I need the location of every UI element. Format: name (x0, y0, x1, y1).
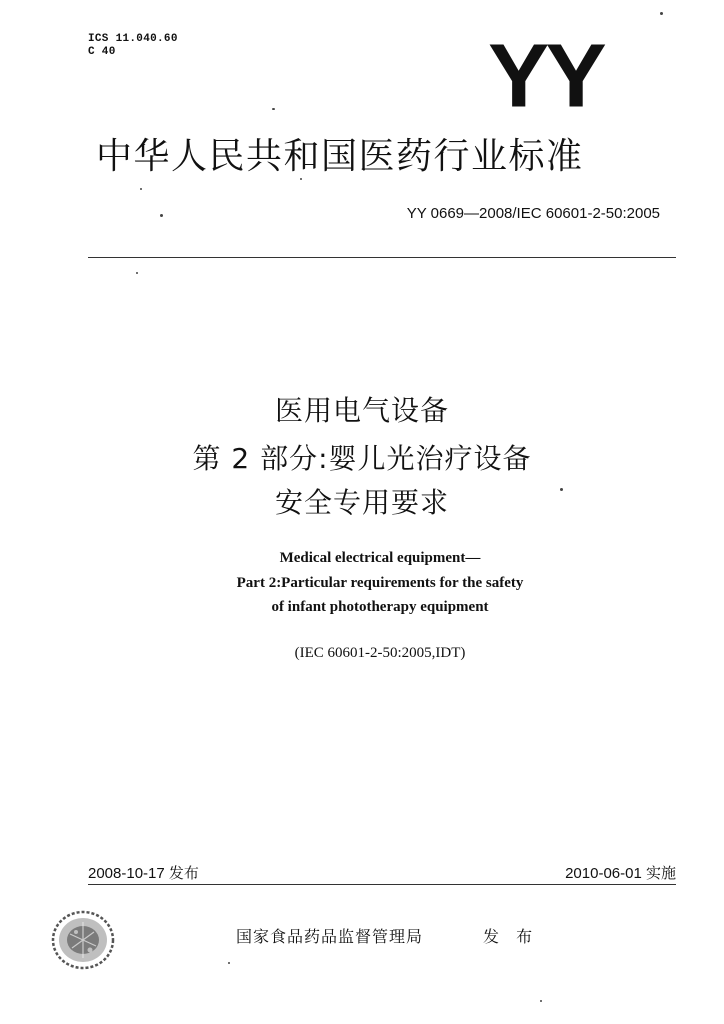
scan-speck (160, 214, 163, 217)
standard-name: 中华人民共和国医药行业标准 (96, 136, 584, 177)
scan-speck (540, 1000, 542, 1002)
publisher-name: 国家食品药品监督管理局 (236, 927, 424, 946)
scan-speck (560, 488, 563, 491)
standard-code: YY 0669—2008/IEC 60601-2-50:2005 (406, 205, 660, 222)
implementation-date: 2010-06-01 实施 (565, 865, 676, 882)
iec-reference: (IEC 60601-2-50:2005,IDT) (294, 645, 466, 661)
title-cn-line3: 安全专用要求 (274, 486, 449, 519)
top-divider (88, 257, 676, 258)
title-en-line1: Medical electrical equipment— (279, 550, 481, 566)
classification-codes (88, 33, 178, 59)
ccs-code: C 40 (88, 46, 116, 58)
publish-label: 发 布 (483, 927, 539, 946)
scan-speck (300, 178, 302, 180)
title-en-line3: of infant phototherapy equipment (271, 599, 489, 615)
ics-code: ICS 11.040.60 (88, 33, 178, 45)
official-seal-icon (50, 908, 116, 972)
title-cn-line1: 医用电气设备 (274, 394, 449, 427)
title-cn-line2: 第 2 部分:婴儿光治疗设备 (192, 442, 532, 475)
scan-speck (140, 188, 142, 190)
issue-date: 2008-10-17 发布 (88, 865, 199, 882)
title-en-line2: Part 2:Particular requirements for the safety (236, 575, 524, 591)
scan-speck (136, 272, 138, 274)
yy-logo: YY (488, 26, 603, 126)
scan-speck (228, 962, 230, 964)
scan-speck (660, 12, 663, 15)
bottom-divider (88, 884, 676, 885)
scan-speck (272, 108, 275, 110)
